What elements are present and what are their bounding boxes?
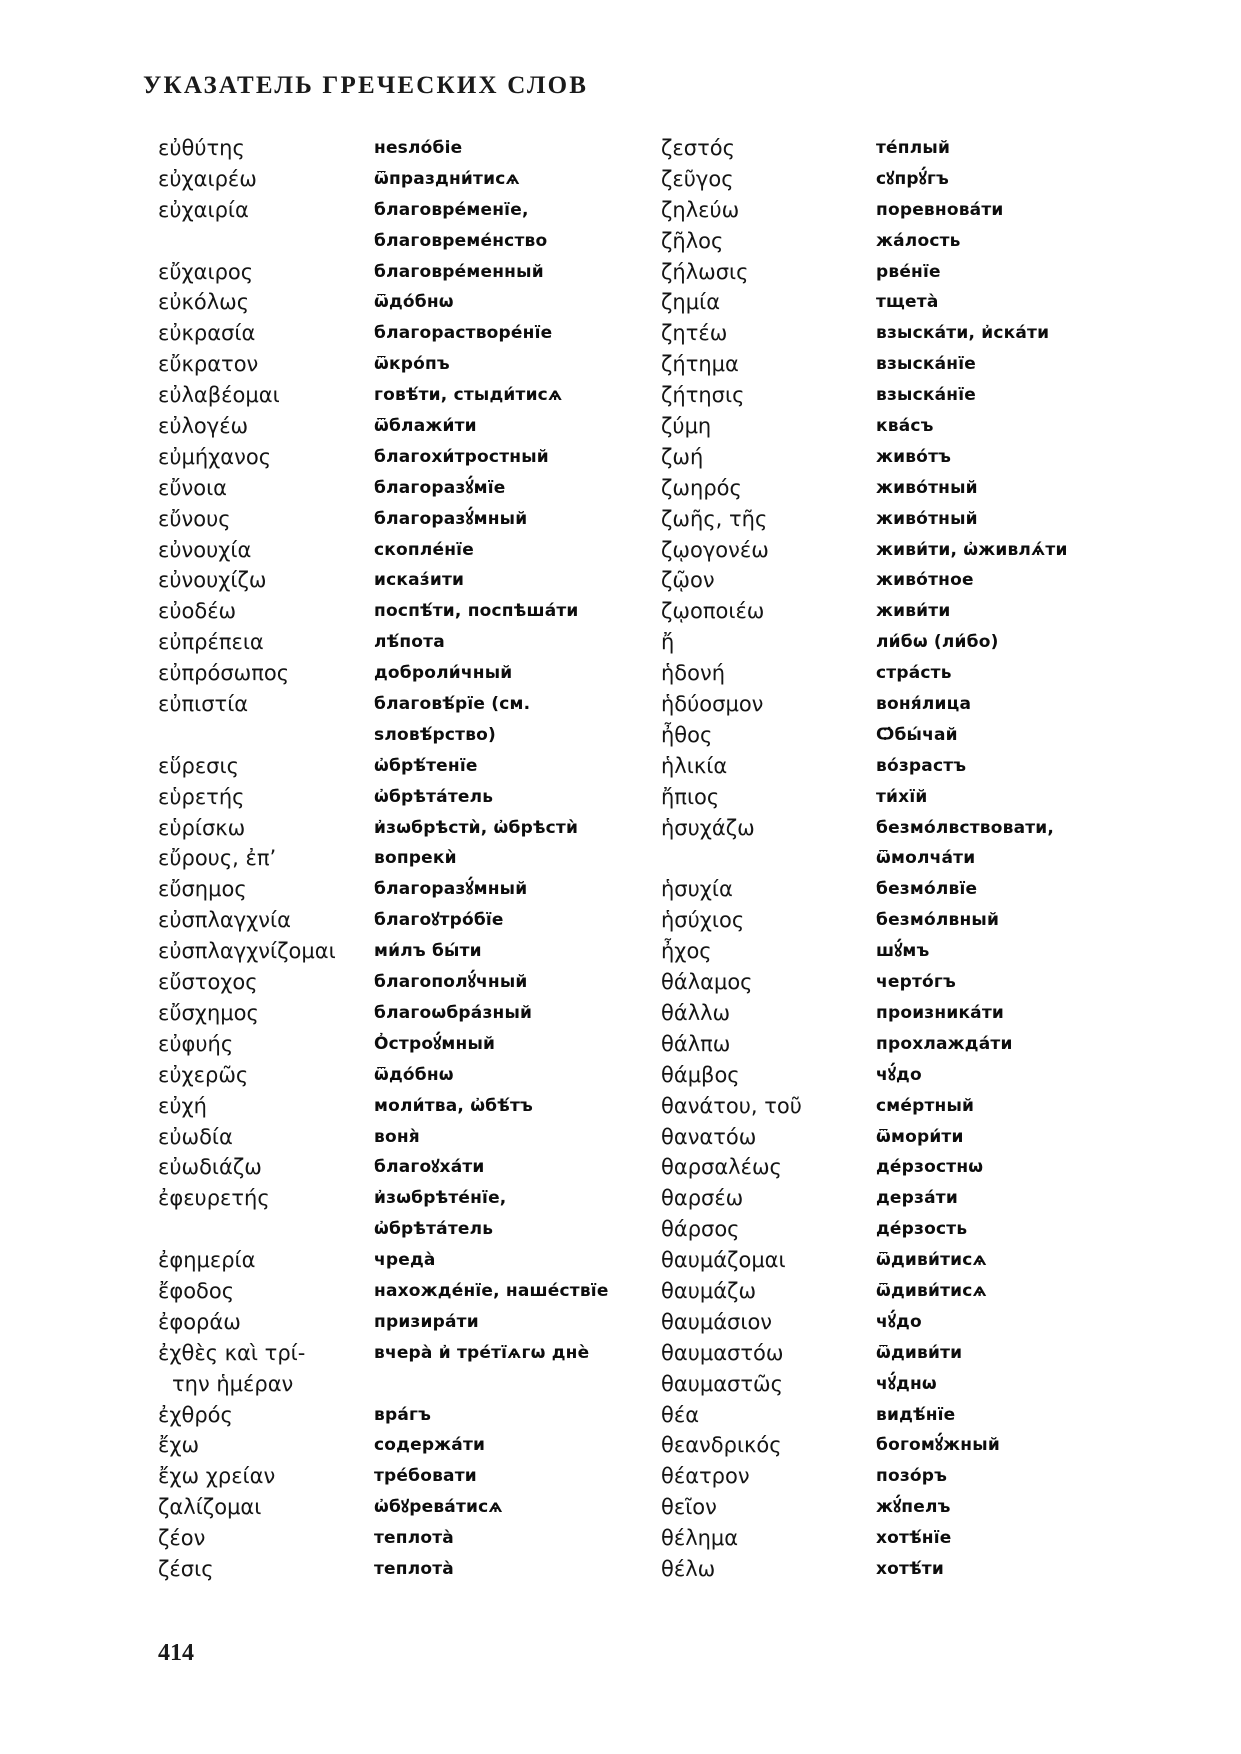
slavonic-equivalent: ѿпраздни́тисѧ (374, 168, 520, 189)
greek-headword: θάλλω (661, 1000, 731, 1025)
slavonic-equivalent: благоꙋха́ти (374, 1157, 485, 1178)
greek-headword: ἡσυχία (661, 877, 733, 902)
greek-headword: εὔνοια (158, 475, 228, 500)
slavonic-equivalent: ѿдиви́тисѧ (876, 1280, 987, 1301)
slavonic-equivalent: тре́бовати (374, 1466, 477, 1487)
greek-headword: εὐθύτης (158, 136, 245, 160)
slavonic-equivalent: и҆зѡбрѣстѝ, ѡ҆брѣстѝ (374, 817, 579, 838)
slavonic-equivalent: шꙋ́мъ (876, 941, 930, 962)
slavonic-equivalent: воня̀ (374, 1126, 420, 1147)
greek-headword: την ἡμέραν (172, 1371, 294, 1396)
greek-headword: εὐσπλαγχνία (158, 908, 291, 933)
greek-headword: εὐχή (158, 1093, 207, 1118)
greek-headword: εὐκρασία (158, 321, 256, 346)
slavonic-equivalent: видѣ́нїе (876, 1404, 956, 1425)
slavonic-equivalent: во́зрастъ (876, 755, 967, 776)
greek-headword: εὑρίσκω (158, 815, 246, 840)
slavonic-equivalent: произника́ти (876, 1002, 1005, 1023)
slavonic-equivalent: Ѻ҆бы́чай (876, 724, 958, 745)
slavonic-equivalent: поревнова́ти (876, 199, 1004, 220)
slavonic-equivalent: скопле́нїе (374, 539, 474, 560)
greek-headword: εὔχαιρος (158, 259, 254, 284)
greek-headword: θέλω (661, 1556, 716, 1581)
slavonic-equivalent: содержа́ти (374, 1435, 486, 1456)
slavonic-equivalent: безмо́лвствовати, (876, 817, 1055, 838)
greek-headword: θαυμαστῶς (661, 1371, 783, 1396)
greek-headword: εὐωδία (158, 1124, 233, 1149)
page-title: УКАЗАТЕЛЬ ГРЕЧЕСКИХ СЛОВ (143, 72, 589, 99)
greek-headword: εὐλαβέομαι (158, 383, 280, 408)
page-number: 414 (158, 1640, 194, 1666)
slavonic-equivalent: благоразꙋ́мїе (374, 477, 506, 498)
greek-headword: θάλπω (661, 1031, 731, 1056)
slavonic-equivalent: прохлажда́ти (876, 1033, 1013, 1054)
left-slavonic-column (374, 133, 609, 1585)
slavonic-equivalent: ѿмолча́ти (876, 848, 976, 869)
slavonic-equivalent: безмо́лвный (876, 910, 1000, 931)
greek-headword (158, 1214, 336, 1245)
slavonic-equivalent: сме́ртный (876, 1095, 975, 1116)
slavonic-equivalent: лѣ́пота (374, 632, 445, 653)
greek-headword: εὐφυής (158, 1031, 234, 1056)
greek-headword: εὔρους, ἐπ’ (158, 846, 277, 871)
slavonic-equivalent: говѣ́ти, стыди́тисѧ (374, 385, 563, 406)
greek-headword: θέλημα (661, 1526, 739, 1551)
slavonic-equivalent: ѿблажи́ти (374, 416, 477, 437)
greek-headword: εὐπιστία (158, 692, 249, 717)
greek-headword: εὐπρόσωπος (158, 661, 290, 686)
greek-headword: ἡδύοσμον (661, 692, 764, 717)
slavonic-equivalent: чꙋ́до (876, 1064, 922, 1085)
slavonic-equivalent: взыска́нїе (876, 385, 976, 406)
right-greek-column (661, 133, 802, 1585)
slavonic-equivalent: де́рзость (876, 1219, 968, 1240)
slavonic-equivalent: ти́хїй (876, 786, 928, 807)
greek-headword: ἐφημερία (158, 1248, 256, 1273)
slavonic-equivalent: рве́нїе (876, 261, 941, 282)
slavonic-equivalent: тщета̀ (876, 292, 939, 313)
slavonic-equivalent: ми́лъ бы́ти (374, 941, 482, 962)
slavonic-equivalent: де́рзостнѡ (876, 1157, 984, 1178)
slavonic-equivalent: О҆строꙋ́мный (374, 1033, 496, 1054)
slavonic-equivalent: благоѡбра́зный (374, 1002, 533, 1023)
greek-headword: ζῳοποιέω (661, 599, 765, 624)
slavonic-equivalent: ѕловѣ́рство) (374, 724, 497, 745)
greek-headword: ζῳογονέω (661, 537, 769, 562)
slavonic-equivalent: благоразꙋ́мный (374, 879, 528, 900)
slavonic-equivalent: вопрекѝ (374, 848, 457, 869)
greek-headword: ζωή (661, 444, 704, 469)
greek-headword: θαυμάζω (661, 1278, 757, 1303)
slavonic-equivalent: благовре́менїе, (374, 199, 529, 220)
slavonic-equivalent: благополꙋ́чный (374, 972, 528, 993)
slavonic-equivalent: моли́тва, ѡ҆бѣ́тъ (374, 1095, 533, 1116)
slavonic-equivalent: благовре́менный (374, 261, 544, 282)
slavonic-equivalent: и҆зѡбрѣте́нїе, (374, 1188, 507, 1209)
greek-headword: ζῷον (661, 568, 715, 593)
slavonic-equivalent: призира́ти (374, 1311, 479, 1332)
slavonic-equivalent: благовреме́нство (374, 230, 548, 251)
slavonic-equivalent: живи́ти (876, 601, 951, 622)
greek-headword: ζωῆς, τῆς (661, 506, 768, 531)
slavonic-equivalent: ѡ҆брѣта́тель (374, 1219, 494, 1240)
slavonic-equivalent: теплота̀ (374, 1558, 454, 1579)
greek-headword: ζεστός (661, 136, 735, 160)
slavonic-equivalent: жа́лость (876, 230, 961, 251)
greek-headword: εὐπρέπεια (158, 630, 264, 655)
slavonic-equivalent: неѕло́біе (374, 138, 463, 158)
greek-headword: ἦθος (661, 722, 713, 747)
slavonic-equivalent: доброли́чный (374, 663, 513, 684)
slavonic-equivalent: ѿдо́бнѡ (374, 292, 454, 313)
greek-headword: θεῖον (661, 1495, 717, 1520)
slavonic-equivalent: ѿкро́пъ (374, 354, 450, 375)
greek-headword: ἤ (661, 630, 675, 655)
slavonic-equivalent: богомꙋ́жный (876, 1435, 1000, 1456)
slavonic-equivalent (374, 1369, 609, 1400)
greek-headword: εὐλογέω (158, 414, 249, 439)
greek-headword: ζήτημα (661, 352, 739, 377)
greek-headword: ἡλικία (661, 753, 728, 778)
greek-headword: θαρσέω (661, 1186, 744, 1211)
slavonic-equivalent: чреда̀ (374, 1250, 436, 1271)
greek-headword: ἔφοδος (158, 1278, 235, 1303)
greek-headword: ζῆλος (661, 228, 724, 253)
greek-headword: θανάτου, τοῦ (661, 1093, 802, 1118)
greek-headword: ἐφευρετής (158, 1186, 270, 1211)
greek-headword: θαρσαλέως (661, 1155, 782, 1180)
slavonic-equivalent: ква́съ (876, 416, 934, 437)
slavonic-equivalent: черто́гъ (876, 972, 956, 993)
greek-headword: ζήτησις (661, 383, 745, 408)
greek-headword: θάρσος (661, 1217, 740, 1242)
greek-headword: ἔχω χρείαν (158, 1464, 276, 1489)
right-slavonic-column (876, 133, 1068, 1585)
greek-headword: ζωηρός (661, 475, 742, 500)
slavonic-equivalent: живо́тъ (876, 446, 952, 467)
slavonic-equivalent: благохи́тростный (374, 446, 549, 467)
greek-headword: θάλαμος (661, 970, 753, 995)
greek-headword: θεανδρικός (661, 1433, 782, 1458)
greek-headword: εὐωδιάζω (158, 1155, 262, 1180)
greek-headword: ζήλωσις (661, 259, 749, 284)
greek-headword: ζαλίζομαι (158, 1495, 262, 1520)
greek-headword: θαυμάσιον (661, 1309, 773, 1334)
greek-headword: θανατόω (661, 1124, 757, 1149)
greek-headword: ζητέω (661, 321, 728, 346)
greek-headword: ἡσυχάζω (661, 815, 755, 840)
greek-headword: εὐμήχανος (158, 444, 272, 469)
greek-headword: ζύμη (661, 414, 712, 439)
greek-headword: εὐνουχία (158, 537, 252, 562)
greek-headword: θάμβος (661, 1062, 740, 1087)
slavonic-equivalent: ѿдиви́тисѧ (876, 1250, 987, 1271)
greek-headword: ἡσύχιος (661, 908, 745, 933)
slavonic-equivalent: исказ́ити (374, 570, 465, 591)
slavonic-equivalent: вчера̀ и҆ тре́тїѧгѡ днѐ (374, 1342, 590, 1363)
slavonic-equivalent: воня́лица (876, 694, 972, 715)
greek-headword: εὐχερῶς (158, 1062, 249, 1087)
slavonic-equivalent: жꙋ́пелъ (876, 1497, 951, 1518)
greek-headword: ζέον (158, 1526, 206, 1551)
greek-headword: εὐσπλαγχνίζομαι (158, 939, 336, 964)
greek-headword: θαυμάζομαι (661, 1248, 786, 1273)
greek-headword: εὐνουχίζω (158, 568, 267, 593)
greek-headword: ἦχος (661, 939, 712, 964)
slavonic-equivalent: чꙋ́днѡ (876, 1373, 937, 1394)
slavonic-equivalent: дерза́ти (876, 1188, 958, 1209)
slavonic-equivalent: хотѣ́ти (876, 1558, 944, 1579)
greek-headword: εὐοδέω (158, 599, 237, 624)
slavonic-equivalent: живо́тное (876, 570, 974, 591)
greek-headword: ἐφοράω (158, 1309, 241, 1334)
slavonic-equivalent: благовѣ́рїе (см. (374, 694, 531, 715)
greek-headword (661, 843, 802, 874)
greek-headword: εὔσημος (158, 877, 247, 902)
greek-headword (158, 720, 336, 751)
slavonic-equivalent: вра́гъ (374, 1404, 432, 1425)
greek-headword: θέα (661, 1402, 700, 1427)
greek-headword: εὔνους (158, 506, 231, 531)
slavonic-equivalent: живо́тный (876, 477, 978, 498)
greek-headword: εὔκρατον (158, 352, 259, 377)
greek-headword: ζέσις (158, 1556, 214, 1581)
slavonic-equivalent: теплота̀ (374, 1528, 454, 1549)
greek-headword: ἐχθρός (158, 1402, 233, 1427)
slavonic-equivalent: стра́сть (876, 663, 952, 684)
left-greek-column (158, 133, 336, 1585)
slavonic-equivalent: взыска́нїе (876, 354, 976, 375)
greek-headword: ἐχθὲς καὶ τρί- (158, 1340, 306, 1365)
slavonic-equivalent: ѿдиви́ти (876, 1342, 963, 1363)
slavonic-equivalent: те́плый (876, 138, 951, 158)
greek-headword: εὐχαιρέω (158, 166, 257, 191)
slavonic-equivalent: безмо́лвїе (876, 879, 978, 900)
greek-headword: ἡδονή (661, 661, 726, 686)
slavonic-equivalent: чꙋ́до (876, 1311, 922, 1332)
greek-headword: ἤπιος (661, 784, 720, 809)
greek-headword: θέατρον (661, 1464, 750, 1489)
greek-headword: ζεῦγος (661, 166, 734, 191)
slavonic-equivalent: ѡ҆брѣта́тель (374, 786, 494, 807)
slavonic-equivalent: позо́ръ (876, 1466, 948, 1487)
slavonic-equivalent: ѿдо́бнѡ (374, 1064, 454, 1085)
slavonic-equivalent: поспѣ́ти, поспѣша́ти (374, 601, 579, 622)
greek-headword (158, 226, 336, 257)
greek-headword: εὕρεσις (158, 753, 239, 778)
greek-headword: εὔστοχος (158, 970, 258, 995)
slavonic-equivalent: ѡ҆бꙋрева́тисѧ (374, 1497, 503, 1518)
slavonic-equivalent: ѿмори́ти (876, 1126, 964, 1147)
slavonic-equivalent: ли́бѡ (ли́бо) (876, 632, 999, 653)
greek-headword: ζημία (661, 290, 721, 315)
greek-headword: ἔχω (158, 1433, 200, 1458)
slavonic-equivalent: хотѣ́нїе (876, 1528, 952, 1549)
slavonic-equivalent: благоꙋтро́бїе (374, 910, 504, 931)
greek-headword: ζηλεύω (661, 197, 740, 222)
slavonic-equivalent: живо́тный (876, 508, 978, 529)
greek-headword: εὐχαιρία (158, 197, 249, 222)
greek-headword: εὐκόλως (158, 290, 250, 315)
slavonic-equivalent: взыска́ти, и҆ска́ти (876, 323, 1050, 344)
slavonic-equivalent: нахожде́нїе, наше́ствїе (374, 1280, 609, 1301)
greek-headword: θαυμαστόω (661, 1340, 784, 1365)
slavonic-equivalent: благорастворе́нїе (374, 323, 553, 344)
slavonic-equivalent: благоразꙋ́мный (374, 508, 528, 529)
greek-headword: εὔσχημος (158, 1000, 259, 1025)
greek-headword: εὑρετής (158, 784, 245, 809)
slavonic-equivalent: ѡ҆брѣ́тенїе (374, 755, 478, 776)
slavonic-equivalent: сꙋпрꙋ́гъ (876, 168, 949, 189)
slavonic-equivalent: живи́ти, ѡ҆живлѧ́ти (876, 539, 1068, 560)
